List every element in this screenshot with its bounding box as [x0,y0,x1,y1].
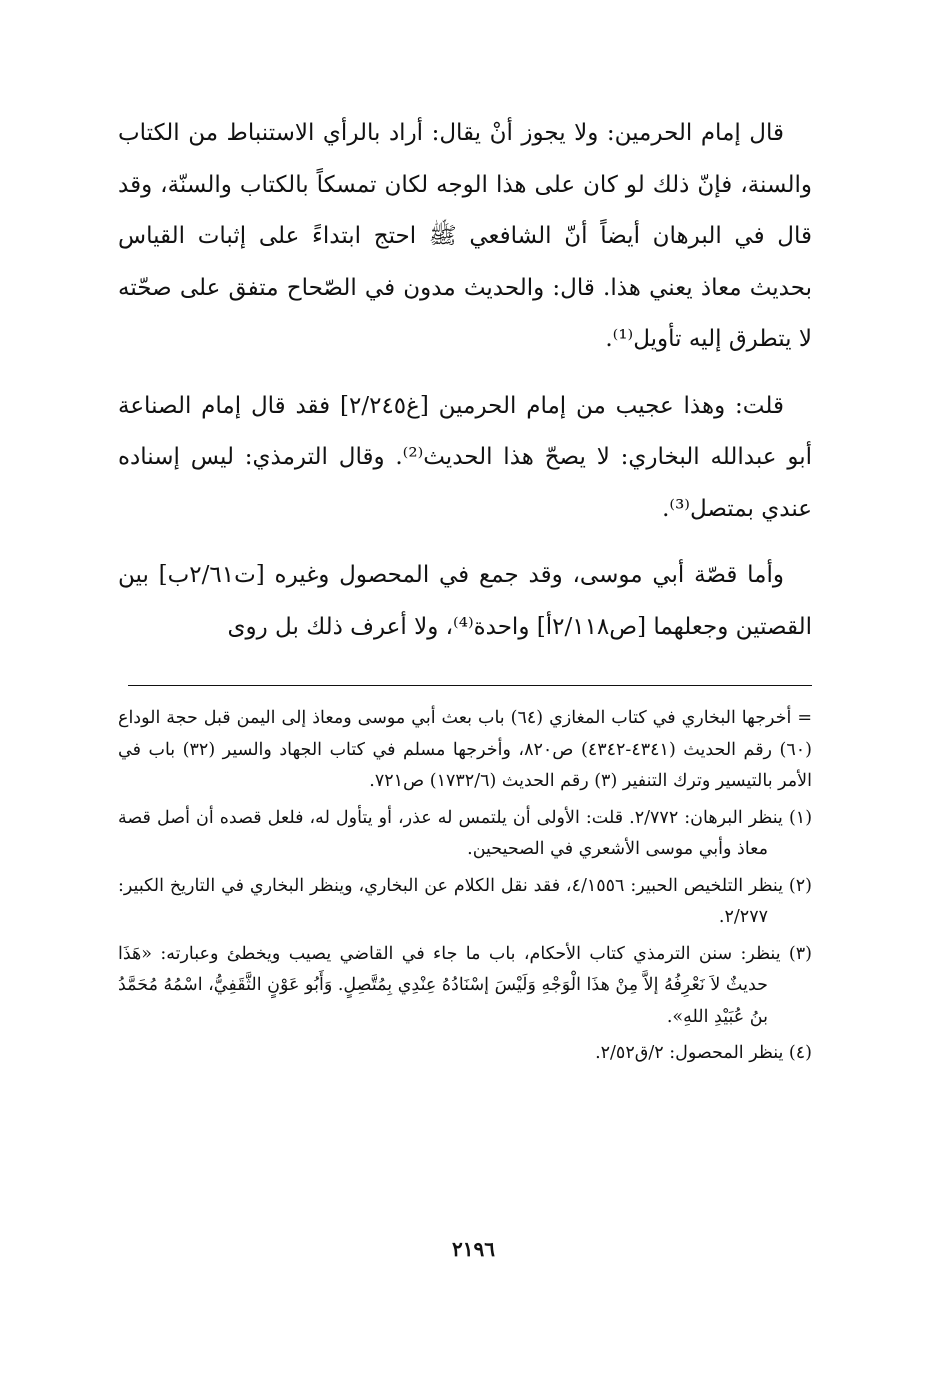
page-number: ٢١٩٦ [452,1237,495,1261]
main-text-block [118,108,812,668]
main-paragraph-1: قال إمام الحرمين: ولا يجوز أنْ يقال: أراد بالرأي الاستنباط من الكتاب والسنة، فإنّ ذلك لو كان على هذا الوجه لكان تمسكاً بالكتاب والسنّة، وقد قال في البرهان أيضاً أنّ الشافعي ﷺ احتج ابتداءً على إثبات القياس بحديث معاذ يعني هذا. قال: والحديث مدون في الصّحاح متفق على صحّته لا يتطرق إليه تأويل⁽¹⁾. [118,120,813,352]
footnote-3: (٣) ينظر: سنن الترمذي كتاب الأحكام، باب ما جاء في القاضي يصيب ويخطئ وعبارته: «هَذَا حديثٌ لاَ نَعْرِفُهُ إلاَّ مِنْ هذَا الْوَجْهِ وَلَيْسَ إسْنَادُهُ عِنْدِي بِمُتَّصِلٍ. وَأَبُو عَوْنٍ الثَّقَفِيُّ، اسْمُهُ مُحَمَّدُ بنُ عُبَيْدِ اللهِ». [118,943,812,1027]
main-paragraph-2: قلت: وهذا عجيب من إمام الحرمين [غ٢/٢٤٥] فقد قال إمام الصناعة أبو عبدالله البخاري: لا يصحّ هذا الحديث⁽²⁾. وقال الترمذي: ليس إسناده عندي بمتصل⁽³⁾. [118,392,813,522]
footnote-4: (٤) ينظر المحصول: ٢/ق٢/٥٢. [595,1043,812,1063]
footnote-2: (٢) ينظر التلخيص الحبير: ٤/١٥٥٦، فقد نقل الكلام عن البخاري، وينظر البخاري في التاريخ الكبير: ٢/٢٧٧. [118,875,812,927]
footnote-divider [128,685,812,686]
footnotes-block [118,703,812,1075]
footnote-1: (١) ينظر البرهان: ٢/٧٧٢. قلت: الأولى أن يلتمس له عذر، أو يتأول له، فلعل قصده أن أصل قصة معاذ وأبي موسى الأشعري في الصحيحين. [118,807,813,859]
main-paragraph-3: وأما قصّة أبي موسى، وقد جمع في المحصول وغيره [ت٢/٦١ب] بين القصتين وجعلهما [ص٢/١١٨أ] واحدة⁽⁴⁾، ولا أعرف ذلك بل روى [118,562,812,640]
footnote-continuation: = أخرجها البخاري في كتاب المغازي (٦٤) باب بعث أبي موسى ومعاذ إلى اليمن قبل حجة الوداع (٦٠) رقم الحديث (٤٣٤١-٤٣٤٢) ص٨٢٠، وأخرجها مسلم في كتاب الجهاد والسير (٣٢) باب في الأمر بالتيسير وترك التنفير (٣) رقم الحديث (١٧٣٢/٦) ص٧٢١. [118,708,812,791]
